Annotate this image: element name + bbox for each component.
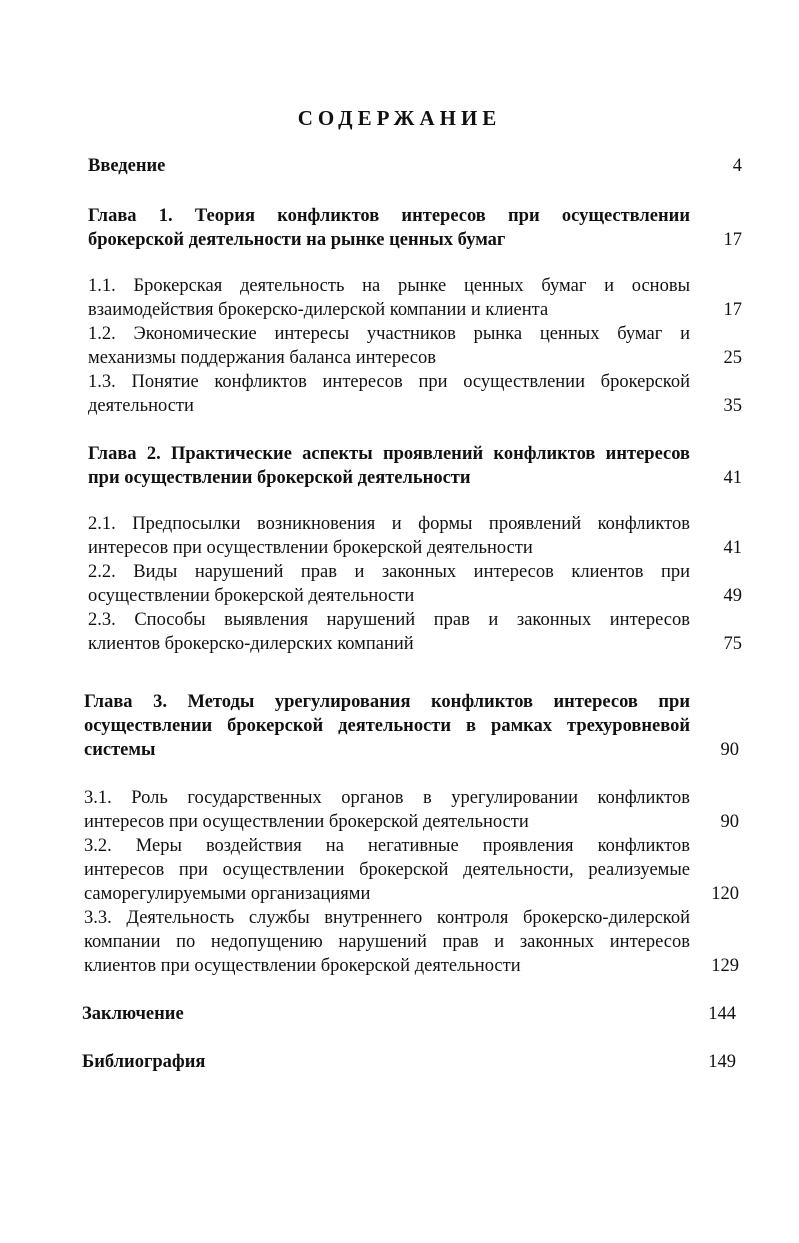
page-title: СОДЕРЖАНИЕ bbox=[297, 106, 502, 130]
toc-s11-page: 17 bbox=[723, 300, 742, 320]
toc-s21-line2: интересов при осуществлении брокерской деятельности bbox=[88, 538, 533, 558]
toc-s13-line1: 1.3. Понятие конфликтов интересов при осуществлении брокерской bbox=[88, 372, 690, 392]
toc-s21-line1: 2.1. Предпосылки возникновения и формы проявлений конфликтов bbox=[88, 514, 690, 534]
toc-ch3-page: 90 bbox=[720, 740, 739, 760]
toc-s11-line2: взаимодействия брокерско-дилерской компании и клиента bbox=[88, 300, 549, 320]
toc-ch1-page: 17 bbox=[723, 230, 742, 250]
toc-s12-line2: механизмы поддержания баланса интересов bbox=[88, 348, 436, 368]
toc-ch2-line1: Глава 2. Практические аспекты проявлений конфликтов интересов bbox=[88, 444, 690, 464]
toc-s12-line1: 1.2. Экономические интересы участников рынка ценных бумаг и bbox=[88, 324, 690, 344]
toc-s33-line3: клиентов при осуществлении брокерской деятельности bbox=[84, 956, 521, 976]
toc-s32-line1: 3.2. Меры воздействия на негативные проявления конфликтов bbox=[84, 836, 690, 856]
toc-s31-page: 90 bbox=[720, 812, 739, 832]
toc-conclusion-label: Заключение bbox=[82, 1004, 184, 1024]
toc-s31-line2: интересов при осуществлении брокерской деятельности bbox=[84, 812, 529, 832]
toc-s22-line1: 2.2. Виды нарушений прав и законных интересов клиентов при bbox=[88, 562, 690, 582]
toc-bibliography-page: 149 bbox=[708, 1052, 736, 1072]
toc-s23-page: 75 bbox=[723, 634, 742, 654]
toc-ch1-line1: Глава 1. Теория конфликтов интересов при осуществлении bbox=[88, 206, 690, 226]
toc-s33-line1: 3.3. Деятельность службы внутреннего контроля брокерско-дилерской bbox=[84, 908, 690, 928]
toc-s32-line3: саморегулируемыми организациями bbox=[84, 884, 371, 904]
toc-s13-page: 35 bbox=[723, 396, 742, 416]
toc-ch2-line2: при осуществлении брокерской деятельности bbox=[88, 468, 471, 488]
toc-intro-page: 4 bbox=[732, 156, 742, 176]
toc-intro-label: Введение bbox=[88, 156, 166, 176]
toc-conclusion-page: 144 bbox=[708, 1004, 736, 1024]
toc-ch2-page: 41 bbox=[723, 468, 742, 488]
toc-s22-page: 49 bbox=[723, 586, 742, 606]
toc-s23-line2: клиентов брокерско-дилерских компаний bbox=[88, 634, 414, 654]
toc-s13-line2: деятельности bbox=[88, 396, 194, 416]
toc-ch3-line2: осуществлении брокерской деятельности в рамках трехуровневой bbox=[84, 716, 690, 736]
toc-s33-page: 129 bbox=[711, 956, 739, 976]
toc-s22-line2: осуществлении брокерской деятельности bbox=[88, 586, 415, 606]
toc-ch3-line3: системы bbox=[84, 740, 156, 760]
toc-s23-line1: 2.3. Способы выявления нарушений прав и законных интересов bbox=[88, 610, 690, 630]
toc-s33-line2: компании по недопущению нарушений прав и законных интересов bbox=[84, 932, 690, 952]
toc-s32-line2: интересов при осуществлении брокерской деятельности, реализуемые bbox=[84, 860, 690, 880]
toc-ch1-line2: брокерской деятельности на рынке ценных бумаг bbox=[88, 230, 506, 250]
toc-s31-line1: 3.1. Роль государственных органов в урегулировании конфликтов bbox=[84, 788, 690, 808]
toc-s32-page: 120 bbox=[711, 884, 739, 904]
toc-s11-line1: 1.1. Брокерская деятельность на рынке ценных бумаг и основы bbox=[88, 276, 690, 296]
toc-bibliography-label: Библиография bbox=[82, 1052, 206, 1072]
toc-s21-page: 41 bbox=[723, 538, 742, 558]
toc-ch3-line1: Глава 3. Методы урегулирования конфликтов интересов при bbox=[84, 692, 690, 712]
toc-s12-page: 25 bbox=[723, 348, 742, 368]
